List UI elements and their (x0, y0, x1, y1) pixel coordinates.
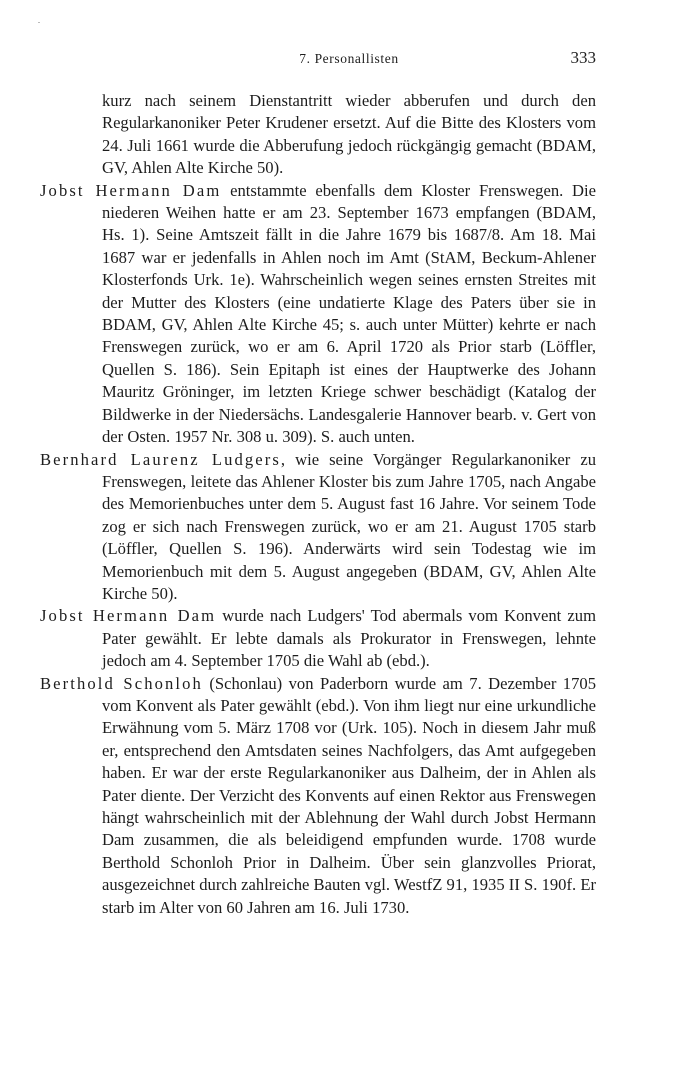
running-head (102, 50, 596, 72)
entry-berthold-schonloh (40, 673, 596, 919)
entry-jobst-hermann-dam-second (40, 605, 596, 672)
entry-text: kurz nach seinem Dienstantritt wieder abberufen und durch den Regularkanoniker Peter Krudener ersetzt. Auf die Bitte des Klosters vom 24. Juli 1661 wurde die Abberufung jedoch rückgängig gemacht (BDAM, GV, Ahlen Alte Kirche 50). (102, 91, 596, 178)
entry-jobst-hermann-dam (40, 180, 596, 449)
person-name: Jobst Hermann Dam (40, 606, 217, 626)
entry-text: (Schonlau) von Paderborn wurde am 7. Dezember 1705 vom Konvent als Pater gewählt (ebd.). Von ihm liegt nur eine urkundliche Erwähnung vom 5. März 1708 vor (Urk. 105). Noch in diesem Jahr muß er, entsprechend den Amtsdaten seines Nachfolgers, das Amt aufgegeben haben. Er war der erste Regularkanoniker aus Dalheim, der in Ahlen als Pater diente. Der Verzicht des Konvents auf einen Rektor aus Frenswegen hängt wahrscheinlich mit der Ablehnung der Wahl durch Jobst Hermann Dam zusammen, die als beleidigend empfunden wurde. 1708 wurde Berthold Schonloh Prior in Dalheim. Über sein glanzvolles Priorat, ausgezeichnet durch zahlreiche Bauten vgl. WestfZ 91, 1935 II S. 190f. Er starb im Alter von 60 Jahren am 16. Juli 1730. (102, 673, 596, 917)
entry-continuation (40, 90, 596, 180)
entry-text: entstammte ebenfalls dem Kloster Frenswegen. Die niederen Weihen hatte er am 23. September 1673 empfangen (BDAM, Hs. 1). Seine Amtszeit fällt in die Jahre 1679 bis 1687/8. Am 18. Mai 1687 war er jedenfalls in Ahlen noch im Amt (StAM, Beckum-Ahlener Klosterfonds Urk. 1e). Wahrscheinlich wegen seines ernsten Streites mit der Mutter des Klosters (eine undatierte Klage des Paters über sie in BDAM, GV, Ahlen Alte Kirche 45; s. auch unter Mütter) kehrte er nach Frenswegen zurück, wo er am 6. April 1720 als Prior starb (Löffler, Quellen S. 186). Sein Epitaph ist eines der Hauptwerke des Johann Mauritz Gröninger, im letzten Kriege schwer beschädigt (Katalog der Bildwerke in der Niedersächs. Landesgalerie Hannover bearb. v. Gert von der Osten. 1957 Nr. 308 u. 309). S. auch unten. (102, 180, 596, 447)
person-name: Berthold Schonloh (40, 673, 203, 693)
entry-text: wurde nach Ludgers' Tod abermals vom Konvent zum Pater gewählt. Er lebte damals als Prokurator in Frenswegen, lehnte jedoch am 4. September 1705 die Wahl ab (ebd.). (102, 606, 596, 671)
scan-speck (38, 22, 40, 23)
main-text (40, 90, 596, 919)
person-name: Jobst Hermann Dam (40, 180, 222, 200)
entry-bernhard-laurenz-ludgers (40, 449, 596, 606)
page-number: 333 (570, 48, 596, 67)
running-title: 7. Personallisten (299, 51, 399, 66)
person-name: Bernhard Laurenz Ludgers (40, 449, 281, 469)
entry-text: , wie seine Vorgänger Regularkanoniker zu Frenswegen, leitete das Ahlener Kloster bis zum Jahre 1705, nach Angabe des Memorienbuches unter dem 5. August fast 16 Jahre. Vor seinem Tode zog er sich nach Frenswegen zurück, wo er am 21. August 1705 starb (Löffler, Quellen S. 196). Anderwärts wird sein Todestag wie im Memorienbuch mit dem 5. August angegeben (BDAM, GV, Ahlen Alte Kirche 50). (102, 449, 596, 603)
